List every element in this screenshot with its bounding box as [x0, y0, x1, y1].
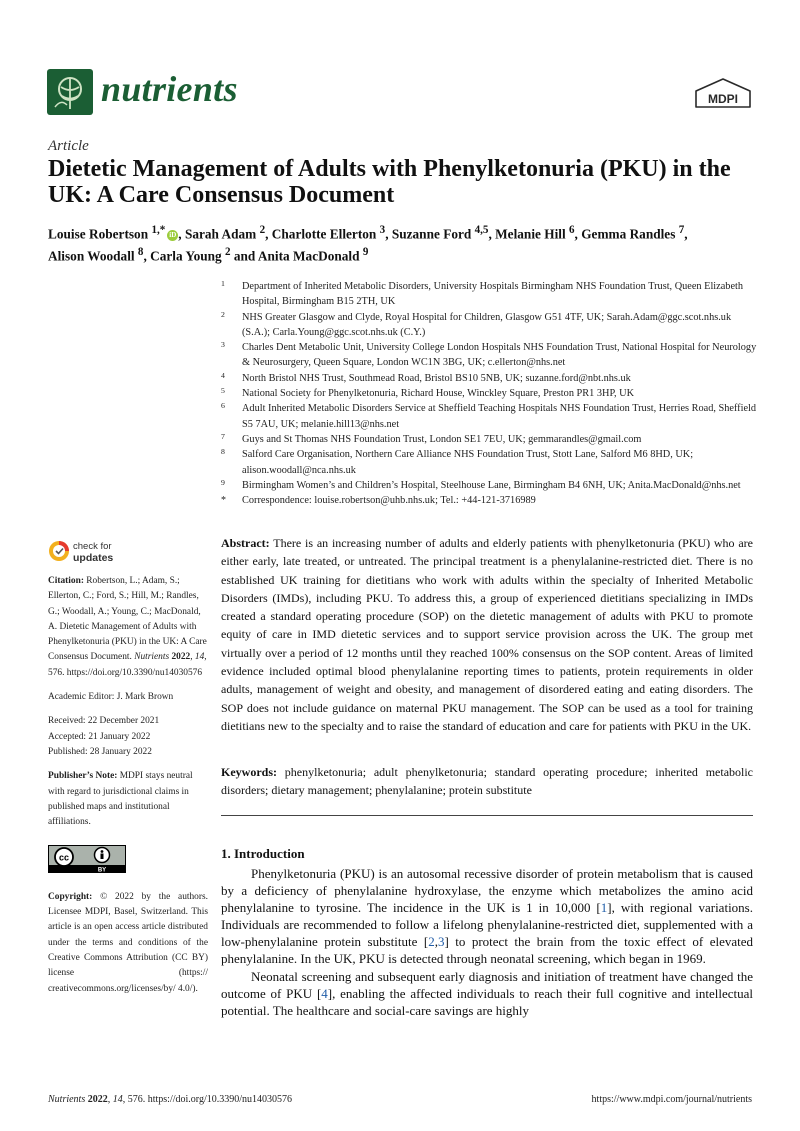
keywords — [221, 763, 753, 800]
abstract — [221, 534, 753, 735]
author-name[interactable]: Gemma Randles — [581, 226, 676, 242]
dates-block — [48, 714, 208, 760]
affiliation-item: 1 Department of Inherited Metabolic Disorders, University Hospitals Birmingham NHS Foundation Trust, Queen Elizabeth Hospital, Birmingham B15 2TH, UK — [221, 279, 744, 308]
author-name[interactable]: Carla Young — [150, 248, 222, 264]
affiliation-item: 2 NHS Greater Glasgow and Clyde, Royal Hospital for Children, Glasgow G51 4TF, UK; Sarah.Adam@ggc.scot.nhs.uk (S.A.); Carla.Young@ggc.scot.nhs.uk (C.Y.) — [221, 309, 732, 338]
received-date: Received: 22 December 2021 — [48, 716, 160, 727]
citation-doi[interactable]: , 576. https://doi.org/10.3390/nu14030576 — [48, 652, 207, 678]
academic-editor: Academic Editor: J. Mark Brown — [48, 692, 174, 703]
author-affil: 3 — [379, 224, 386, 236]
keywords-text: phenylketonuria; adult phenylketonuria; standard operating procedure; inherited metabolic disorders; dietary management; phenylalanine; protein substitute — [221, 765, 754, 798]
citation-link[interactable]: 4 — [321, 985, 328, 1001]
affiliation-item: 6 Adult Inherited Metabolic Disorders Service at Sheffield Teaching Hospitals NHS Foundation Trust, Herries Road, Sheffield S5 7AU, UK; melanie.hill13@nhs.net — [221, 401, 757, 430]
footer-citation: Nutrients 2022, 14, 576. https://doi.org/10.3390/nu14030576 — [48, 1094, 293, 1105]
section-heading: 1. Introduction — [221, 846, 305, 861]
affiliation-item: 7 Guys and St Thomas NHS Foundation Trust, London SE1 7EU, UK; gemmarandles@gmail.com — [221, 431, 642, 445]
citation-block: Citation: Robertson, L.; Adam, S.; Ellerton, C.; Ford, S.; Hill, M.; Randles, G.; Woodall, A.; Young, C.; MacDonald, A. Dietetic Management of Adults with Phenylketonuria (PKU) in the UK: A Care Consensus Document. Nutrients 2022, 14, 576. https://doi.org/10.3390/nu14030576 — [48, 576, 207, 678]
check-updates-label-bold: updates — [73, 552, 114, 564]
abstract-text: There is an increasing number of adults and elderly patients with phenylketonuria (PKU) who are either early, late treated, or untreated. The principal treatment is a phenylalanine-restricted diet. There is no established UK training for dietitians who work with adults within the specialty of Inherited Metabolic Disorders (IMDs), including PKU. To address this, a group of experienced dietitians specializing in IMDs created a standard operating procedure (SOP) on the dietetic management of adults with PKU to promote equity of care in IMD dietetic services and to support service provision across the UK. The group met virtually over a period of 12 months until they reached 100% consensus on the SOP content. Areas of limited evidence included optimal blood phenylalanine reporting times to patients, protein requirements in older adults, management of weight and obesity, and management of disordered eating and eating disorders. The SOP does not include guidance on maternal PKU management. The SOP can be used as a tool for training dietitians new to the specialty and to raise the standard of education and care for patients with PKU in the UK. — [221, 536, 753, 733]
author-affil: 2 — [259, 224, 266, 236]
publisher-note: Publisher’s Note: MDPI stays neutral with regard to jurisdictional claims in published maps and institutional affiliations. — [48, 771, 193, 828]
orcid-icon[interactable]: iD — [169, 231, 177, 240]
copyright-block: Copyright: © 2022 by the authors. Licensee MDPI, Basel, Switzerland. This article is an open access article distributed under the terms and conditions of the Creative Commons Attribution (CC BY) license (https:// creativecommons.org/licenses/by/ 4.0/). — [48, 891, 208, 994]
author-affil: 8 — [137, 246, 144, 259]
paragraph: Phenylketonuria (PKU) is an autosomal recessive disorder of protein metabolism that is caused by a deficiency of phenylalanine hydroxylase, the enzyme which metabolizes the amino acid phenylalanine to tyrosine. The incidence in the UK is 1 in 10,000 [1], with regional variations. Individuals are recommended to follow a lifelong phenylalanine-restricted diet, supplemented with a low-phenylalanine protein substitute [2,3] to protect the brain from the toxic effect of elevated phenylalanine. In the UK, PKU is detected through neonatal screening, which began in 1969. — [221, 866, 754, 967]
article-info-sidebar — [48, 574, 208, 1006]
cc-by-license-icon[interactable] — [48, 845, 126, 873]
citation-link[interactable]: 3 — [437, 934, 445, 950]
author-affil: 1,* — [151, 224, 166, 236]
author-name[interactable]: Louise Robertson — [48, 226, 149, 242]
author-name[interactable]: Suzanne Ford — [391, 226, 472, 242]
author-name[interactable]: Charlotte Ellerton — [271, 226, 377, 242]
citation-link[interactable]: 1 — [600, 900, 608, 916]
introduction-body — [221, 865, 753, 1019]
citation-link[interactable]: 2 — [428, 934, 435, 950]
affiliation-item: 4 North Bristol NHS Trust, Southmead Road, Bristol BS10 5NB, UK; suzanne.ford@nbt.nhs.uk — [221, 370, 631, 384]
check-for-updates-button[interactable] — [48, 540, 158, 568]
paragraph: Neonatal screening and subsequent early diagnosis and initiation of treatment have changed the outcome of PKU [4], enabling the affected individuals to reach their full cognitive and intellectual potential. The healthcare and social-care savings are highly — [221, 968, 754, 1018]
article-type: Article — [48, 138, 89, 154]
abstract-label: Abstract: — [221, 536, 270, 550]
affiliation-item: 5 National Society for Phenylketonuria, Richard House, Winckley Square, Preston PR1 3HP, UK — [221, 386, 635, 400]
published-date: Published: 28 January 2022 — [48, 746, 152, 757]
check-updates-icon — [48, 540, 70, 562]
keywords-label: Keywords: — [221, 765, 277, 779]
check-updates-label: check for — [73, 541, 112, 552]
footer-doi[interactable]: , 576. https://doi.org/10.3390/nu14030576 — [122, 1094, 293, 1105]
accepted-date: Accepted: 21 January 2022 — [48, 731, 151, 742]
article-title: Dietetic Management of Adults with Phenylketonuria (PKU) in the UK: A Care Consensus Document — [48, 156, 731, 208]
affiliations-list — [221, 279, 761, 508]
author-affil: 7 — [678, 224, 685, 236]
publisher-name: MDPI — [708, 92, 738, 106]
section-divider — [221, 815, 753, 816]
author-name[interactable]: Sarah Adam — [184, 226, 257, 242]
author-name[interactable]: Melanie Hill — [495, 226, 566, 242]
author-name[interactable]: Anita MacDonald — [257, 248, 360, 264]
author-affil: 4,5 — [474, 224, 489, 236]
svg-text:BY: BY — [97, 867, 107, 874]
author-affil: 9 — [362, 246, 369, 259]
correspondence-item: * Correspondence: louise.robertson@uhb.nhs.uk; Tel.: +44-121-3716989 — [221, 495, 536, 507]
svg-text:cc: cc — [58, 852, 70, 863]
author-affil: 6 — [569, 224, 575, 236]
journal-name: nutrients — [101, 69, 238, 109]
affiliation-item: 3 Charles Dent Metabolic Unit, University College London Hospitals NHS Foundation Trust, National Hospital for Neurology & Neurosurgery, Queen Square, London WC1N 3BG, UK; c.ellerton@nhs.net — [221, 340, 757, 369]
author-name[interactable]: Alison Woodall — [48, 248, 135, 264]
journal-logo-icon — [47, 69, 93, 115]
author-list: Louise Robertson $^{1,*}$ iD , Sarah Adam $^2$, Charlotte Ellerton $^3$, Suzanne Ford $^{4,5}$, Melanie Hill $^6$, Gemma Randles $^7$, Alison Woodall $^8$, Carla Young $^2$ and Anita MacDonald $^9$ — [48, 224, 688, 264]
affiliation-item: 9 Birmingham Women’s and Children’s Hospital, Steelhouse Lane, Birmingham B4 6NH, UK; Anita.MacDonald@nhs.net — [221, 477, 741, 491]
mdpi-logo-icon — [694, 78, 752, 108]
footer-journal-url[interactable]: https://www.mdpi.com/journal/nutrients — [591, 1094, 752, 1105]
author-affil: 2 — [225, 246, 231, 259]
affiliation-item: 8 Salford Care Organisation, Northern Care Alliance NHS Foundation Trust, Stott Lane, Salford M6 8HD, UK; alison.woodall@nca.nhs.uk — [221, 447, 694, 476]
